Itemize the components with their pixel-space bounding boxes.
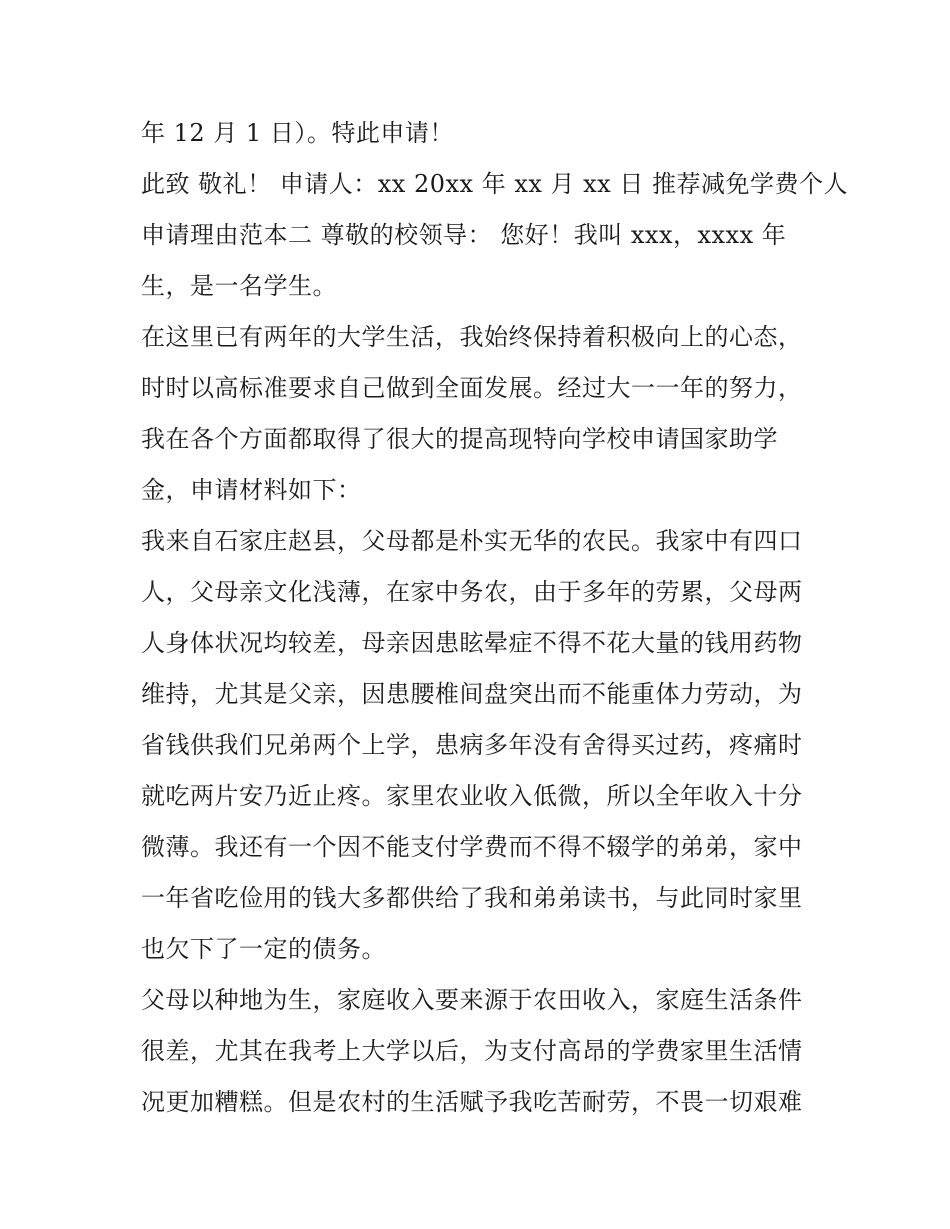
text-line: 人，父母亲文化浅薄，在家中务农，由于多年的劳累，父母两 xyxy=(141,578,803,606)
text-line: 况更加糟糕。但是农村的生活赋予我吃苦耐劳，不畏一切艰难 xyxy=(141,1088,803,1116)
text-line: 也欠下了一定的债务。 xyxy=(141,935,386,963)
text-line: 我在各个方面都取得了很大的提高现特向学校申请国家助学 xyxy=(141,425,778,453)
document-body xyxy=(141,108,848,1128)
text-line: 申请理由范本二 尊敬的校领导： 您好！我叫 xxx，xxxx 年 xyxy=(141,221,787,249)
text-line: 此致 敬礼！ 申请人：xx 20xx 年 xx 月 xx 日 推荐减免学费个人 xyxy=(141,170,848,198)
text-line: 很差，尤其在我考上大学以后，为支付高昂的学费家里生活情 xyxy=(141,1037,803,1065)
text-line: 父母以种地为生，家庭收入要来源于农田收入，家庭生活条件 xyxy=(141,986,803,1014)
text-line: 维持，尤其是父亲，因患腰椎间盘突出而不能重体力劳动，为 xyxy=(141,680,803,708)
text-line: 在这里已有两年的大学生活，我始终保持着积极向上的心态， xyxy=(141,323,803,351)
text-line: 人身体状况均较差，母亲因患眩晕症不得不花大量的钱用药物 xyxy=(141,629,803,657)
text-line: 就吃两片安乃近止疼。家里农业收入低微，所以全年收入十分 xyxy=(141,782,803,810)
text-line: 省钱供我们兄弟两个上学，患病多年没有舍得买过药，疼痛时 xyxy=(141,731,803,759)
text-line: 年 12 月 1 日）。特此申请！ xyxy=(141,119,454,147)
text-line: 生，是一名学生。 xyxy=(141,272,337,300)
text-line: 我来自石家庄赵县，父母都是朴实无华的农民。我家中有四口 xyxy=(141,527,803,555)
text-line: 时时以高标准要求自己做到全面发展。经过大一一年的努力， xyxy=(141,374,803,402)
text-line: 金，申请材料如下： xyxy=(141,476,362,504)
text-line: 一年省吃俭用的钱大多都供给了我和弟弟读书，与此同时家里 xyxy=(141,884,803,912)
text-line: 微薄。我还有一个因不能支付学费而不得不辍学的弟弟，家中 xyxy=(141,833,803,861)
